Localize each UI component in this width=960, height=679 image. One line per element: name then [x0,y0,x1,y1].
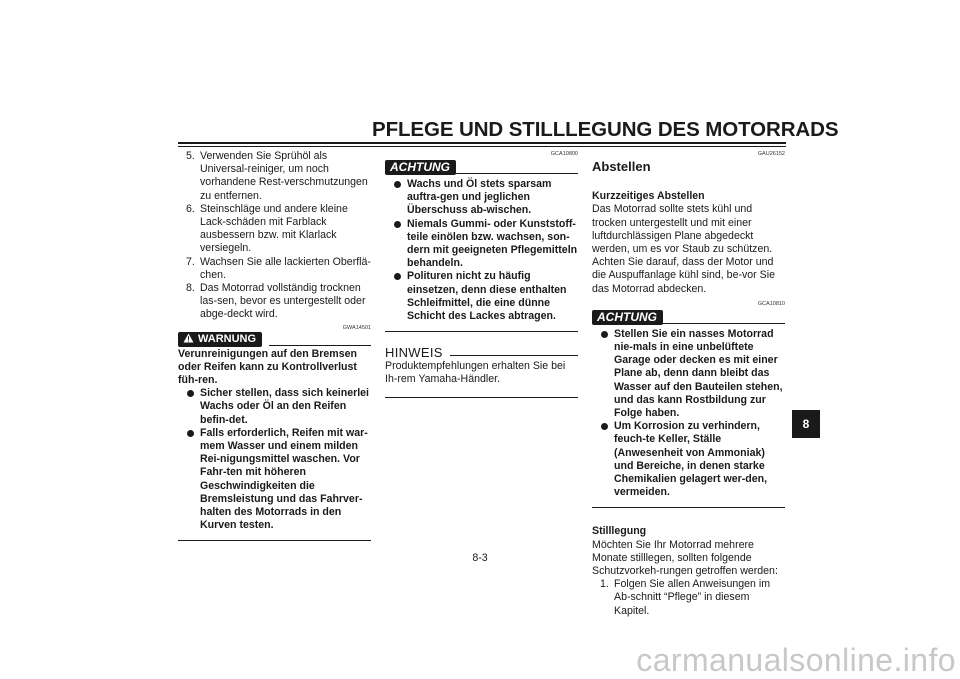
list-item: Sicher stellen, dass sich keinerlei Wachs oder Öl an den Reifen befin-det. [178,387,371,427]
column-right [592,150,785,618]
list-item: 5. Verwenden Sie Sprühöl als Universal-reiniger, um noch vorhandene Rest-verschmutzungen zu entfernen. [186,150,368,202]
caution-badge: ACHTUNG [385,160,456,175]
bullet-icon [394,181,401,188]
caution-header [592,310,785,326]
header-rule [178,142,786,144]
cleaning-steps [178,150,371,322]
bullet-icon [187,390,194,397]
storage-steps [592,578,785,618]
page-title: PFLEGE UND STILLLEGUNG DES MOTORRADS [372,118,839,141]
reference-code: GCA10810 [757,300,785,307]
subsection-title: Kurzzeitiges Abstellen [592,190,705,203]
warning-triangle-icon [183,333,194,348]
warning-badge: WARNUNG [178,332,262,347]
caution-bullets [592,328,785,500]
caution-rule [456,173,578,174]
note-label: HINWEIS [385,345,443,361]
list-item: Um Korrosion zu verhindern, feuch-te Keller, Ställe (Anwesenheit von Ammoniak) und Bereiche, in denen starke Chemikalien gelagert wer-den, vermeiden. [592,420,785,499]
warning-header [178,332,371,348]
body-text: Das Motorrad sollte stets kühl und trocken untergestellt und mit einer luftdurchlässigen Plane abgedeckt werden, um es vor Staub zu schützen. Achten Sie darauf, dass der Motor und die Auspuffanlage kühl sind, be-vor Sie das Motorrad abdecken. [592,203,775,295]
reference-code: GAU26152 [757,151,785,157]
note-end-rule [385,397,578,398]
list-item: 8. Das Motorrad vollständig trocknen las-sen, bevor es untergestellt oder abge-deckt wird. [186,282,366,321]
column-left [178,150,371,541]
caution-header [385,160,578,176]
section-title: Abstellen [592,159,651,174]
note-header [385,346,578,360]
list-item: Stellen Sie ein nasses Motorrad nie-mals in eine unbelüftete Garage oder decken es mit einer Plane ab, denn dann bleibt das Wasser auf den Bauteilen stehen, und das kann Rostbildung zur Folge haben. [592,328,785,420]
list-item: Niemals Gummi- oder Kunststoff-teile einölen bzw. wachsen, son-dern mit geeigneten Pflegemitteln behandeln. [385,218,578,271]
page-number: 8-3 [472,552,488,564]
note-text: Produktempfehlungen erhalten Sie bei Ih-rem Yamaha-Händler. [385,360,566,386]
bullet-icon [394,273,401,280]
bullet-icon [394,221,401,228]
list-item: 1. Folgen Sie allen Anweisungen im Ab-schnitt “Pflege” in diesem Kapitel. [600,578,771,617]
caution-bullets [385,178,578,323]
subsection-title: Stilllegung [592,525,647,538]
note-rule [450,355,578,356]
watermark: carmanualsonline.info [636,642,956,678]
list-item: Polituren nicht zu häufig einsetzen, denn diese enthalten Schleifmittel, die eine dünne Schicht des Lackes abtragen. [385,270,578,323]
chapter-tab: 8 [792,410,820,438]
bullet-icon [601,331,608,338]
warning-intro: Verunreinigungen auf den Bremsen oder Reifen kann zu Kontrollverlust füh-ren. [178,347,357,387]
list-item: 6. Steinschläge und andere kleine Lack-schäden mit Farblack ausbessern bzw. mit Klarlack versiegeln. [186,202,348,255]
column-middle [385,150,578,398]
body-text: Möchten Sie Ihr Motorrad mehrere Monate stilllegen, sollten folgende Schutzvorkeh-rungen getroffen werden: [592,538,778,578]
header-rule-thin [178,146,786,147]
caution-badge: ACHTUNG [592,310,663,325]
list-item: 7. Wachsen Sie alle lackierten Oberflä-chen. [186,255,371,281]
reference-code: GCA10800 [550,151,578,157]
bullet-icon [187,430,194,437]
reference-code: GWA14501 [342,324,371,331]
caution-rule [659,323,785,324]
list-item: Falls erforderlich, Reifen mit war-mem Wasser und einem milden Rei-nigungsmittel waschen. Vor Fahr-ten mit höheren Geschwindigkeiten die Bremsleistung und das Fahrver-halten des Motorrads in den Kurven testen. [178,427,371,533]
warning-bullets [178,387,371,532]
warning-end-rule [178,540,371,541]
bullet-icon [601,423,608,430]
warning-rule [269,345,371,346]
list-item: Wachs und Öl stets sparsam auftra-gen und jeglichen Überschuss ab-wischen. [385,178,578,218]
